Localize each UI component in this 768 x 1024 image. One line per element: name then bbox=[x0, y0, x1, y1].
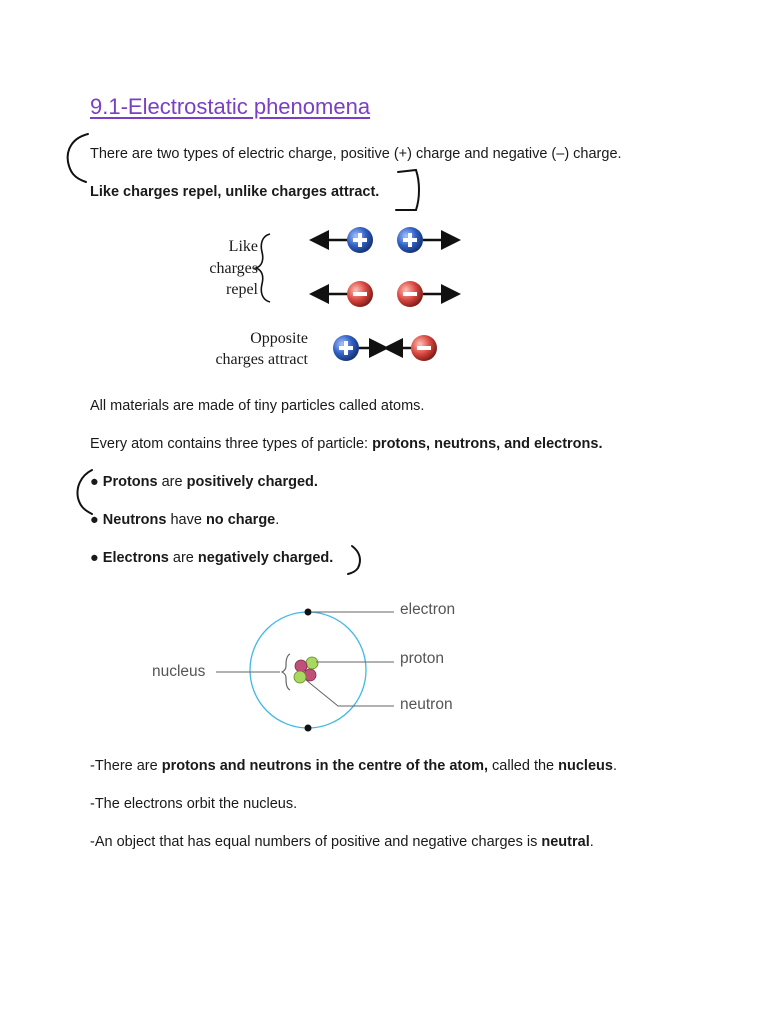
paragraph-atoms: All materials are made of tiny particles called atoms. bbox=[90, 398, 425, 414]
neutron-particle bbox=[294, 671, 306, 683]
opposite-label-line2: charges attract bbox=[215, 351, 308, 368]
positive-charge-icon bbox=[397, 227, 423, 253]
particle-intro: Every atom contains three types of particle: bbox=[90, 436, 373, 452]
neutron-pointer bbox=[306, 680, 394, 706]
particle-list: protons, neutrons, and electrons. bbox=[372, 436, 603, 452]
bullet-protons: ● Protons are positively charged. bbox=[90, 474, 318, 490]
bullet-electrons: ● Electrons are negatively charged. bbox=[90, 550, 334, 566]
nucleus-brace bbox=[282, 654, 290, 690]
paragraph-nucleus: -There are protons and neutrons in the centre of the atom, called the nucleus. bbox=[90, 758, 617, 774]
charges-diagram bbox=[196, 222, 468, 374]
ink-bracket-right-bullets bbox=[348, 546, 360, 574]
like-label-line2: charges bbox=[209, 260, 258, 277]
like-charges-rule: Like charges repel, unlike charges attract. bbox=[90, 184, 380, 200]
section-heading: 9.1-Electrostatic phenomena bbox=[90, 94, 371, 119]
paragraph-particle-types bbox=[90, 436, 603, 452]
positive-charge-icon bbox=[347, 227, 373, 253]
ink-bracket-right-top bbox=[396, 170, 419, 210]
positive-charge-icon bbox=[333, 335, 359, 361]
electron-dot-bottom bbox=[305, 725, 312, 732]
neutron-label: neutron bbox=[400, 696, 453, 713]
paragraph-like-charges bbox=[90, 184, 379, 200]
paragraph-neutral: -An object that has equal numbers of positive and negative charges is neutral. bbox=[90, 834, 594, 850]
nucleus-label: nucleus bbox=[152, 663, 206, 680]
ink-bracket-left-top bbox=[68, 134, 88, 182]
negative-charge-icon bbox=[347, 281, 373, 307]
paragraph-charge-types: There are two types of electric charge, positive (+) charge and negative (–) charge. bbox=[90, 146, 622, 162]
negative-charge-icon bbox=[411, 335, 437, 361]
neutron-particle bbox=[306, 657, 318, 669]
electron-label: electron bbox=[400, 601, 456, 618]
electron-dot-top bbox=[305, 609, 312, 616]
like-label-line3: repel bbox=[226, 281, 258, 298]
atom-figure bbox=[140, 596, 480, 736]
bullet-neutrons: ● Neutrons have no charge. bbox=[90, 512, 280, 528]
like-charges-brace bbox=[256, 234, 270, 302]
proton-particle bbox=[295, 660, 307, 672]
charges-figure bbox=[196, 222, 468, 374]
proton-label: proton bbox=[400, 650, 444, 667]
like-label-line1: Like bbox=[228, 238, 258, 255]
opposite-label-line1: Opposite bbox=[250, 330, 308, 347]
negative-charge-icon bbox=[397, 281, 423, 307]
paragraph-orbit: -The electrons orbit the nucleus. bbox=[90, 796, 298, 812]
